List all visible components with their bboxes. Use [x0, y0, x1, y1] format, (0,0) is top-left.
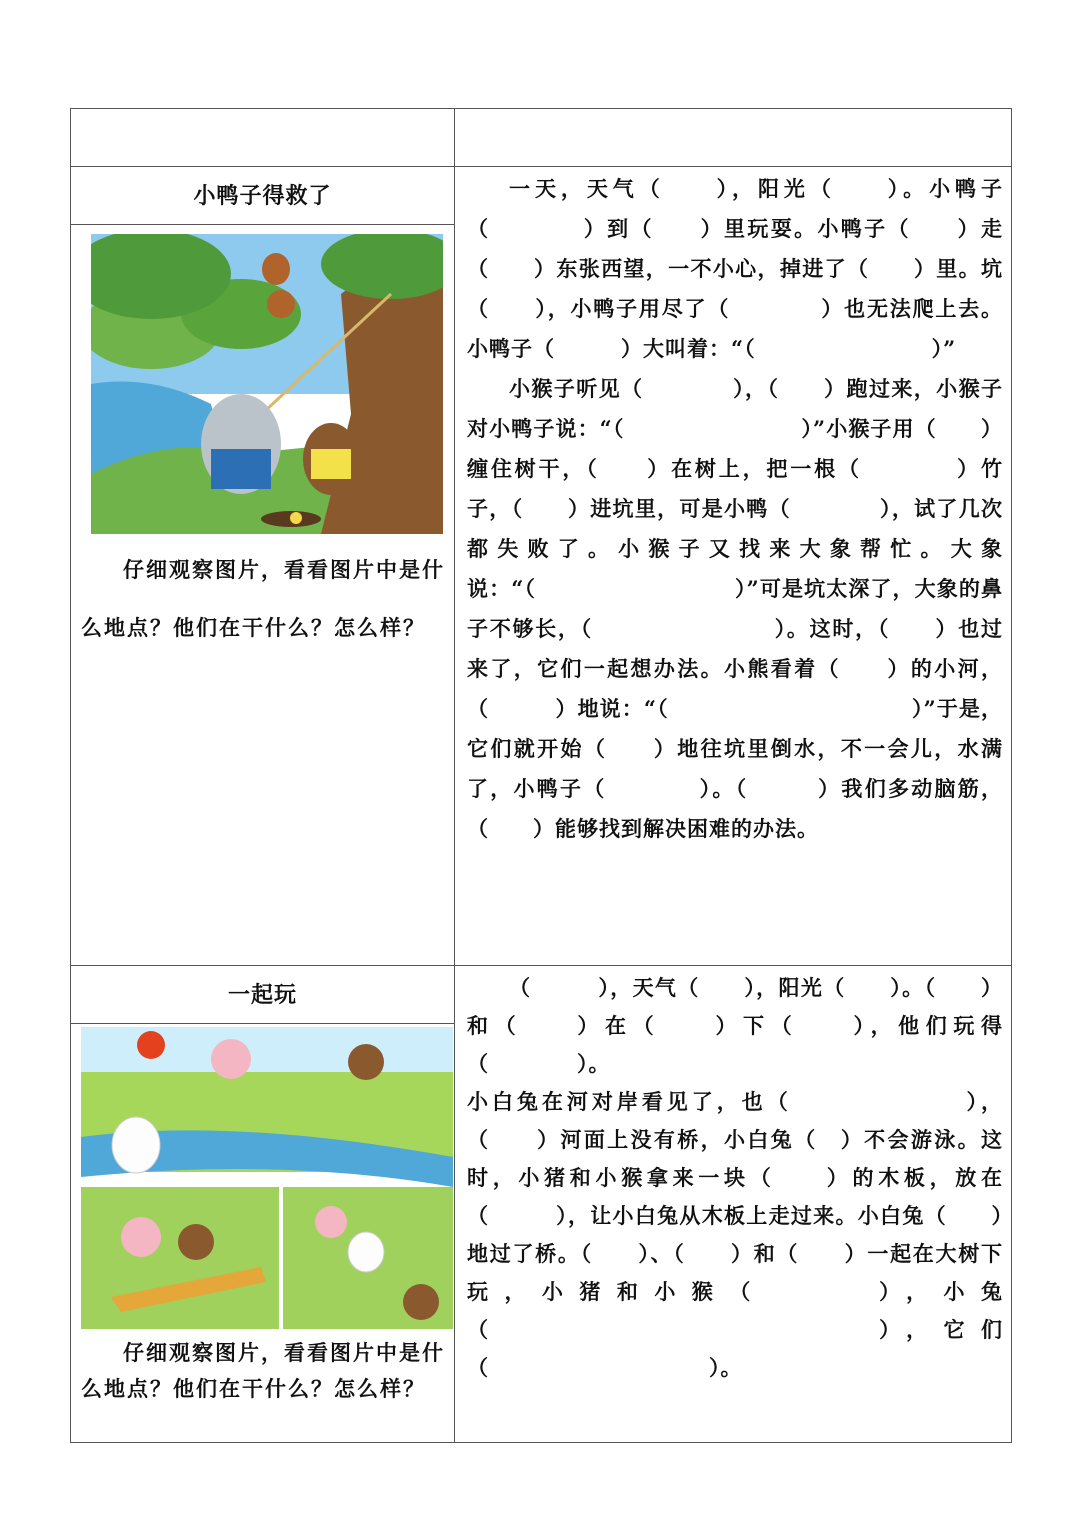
observation-prompt: 仔细观察图片，看看图片中是什么地点？他们在干什么？怎么样？ — [81, 1340, 445, 1401]
row-divider — [71, 965, 1011, 966]
story-illustration-duckling — [91, 234, 443, 534]
worksheet-table — [70, 108, 1012, 1443]
row-divider — [71, 1023, 454, 1024]
story-paragraph: 一天，天气（ ），阳光（ ）。小鸭子（ ）到（ ）里玩耍。小鸭子（ ）走（ ）东张西望，一不小心，掉进了（ ）里。坑（ ），小鸭子用尽了（ ）也无法爬上去。小鸭子（ ）大叫着：“（ ）” — [467, 176, 1003, 361]
story-illustration-play-together — [81, 1027, 453, 1329]
row-divider — [71, 166, 1011, 167]
row-divider — [71, 224, 454, 225]
section-title: 小鸭子得救了 — [193, 183, 332, 209]
story-paragraph: 小白兔在河对岸看见了，也（ ），（ ）河面上没有桥，小白兔（ ）不会游泳。这时，小猪和小猴拿来一块（ ）的木板，放在（ ），让小白兔从木板上走过来。小白兔（ ）地过了桥。（ ）、（ ）和（ ）一起在大树下玩，小猪和小猴（ ），小兔（ ），它们（ ）。 — [467, 1089, 1003, 1380]
column-divider — [454, 109, 455, 1442]
story-fill-in-text — [467, 169, 1003, 849]
section-title: 一起玩 — [227, 982, 297, 1008]
story-fill-in-text — [467, 969, 1003, 1387]
observation-prompt: 仔细观察图片，看看图片中是什么地点？他们在干什么？怎么样？ — [81, 557, 445, 640]
story-paragraph: 小猴子听见（ ），（ ）跑过来，小猴子对小鸭子说：“（ ）”小猴子用（ ）缠住树干，（ ）在树上，把一根（ ）竹子，（ ）进坑里，可是小鸭（ ），试了几次都失败了。小猴子又找来大象帮忙。大象说：“（ ）”可是坑太深了，大象的鼻子不够长，（ ）。这时，（ ）也过来了，它们一起想办法。小熊看着（ ）的小河，（ ）地说：“（ ）”于是，它们就开始（ ）地往坑里倒水，不一会儿，水满了，小鸭子（ ）。（ ）我们多动脑筋，（ ）能够找到解决困难的办法。 — [467, 376, 1003, 841]
story-paragraph: （ ），天气（ ），阳光（ ）。（ ）和（ ）在（ ）下（ ），他们玩得（ ）。 — [467, 975, 1003, 1076]
